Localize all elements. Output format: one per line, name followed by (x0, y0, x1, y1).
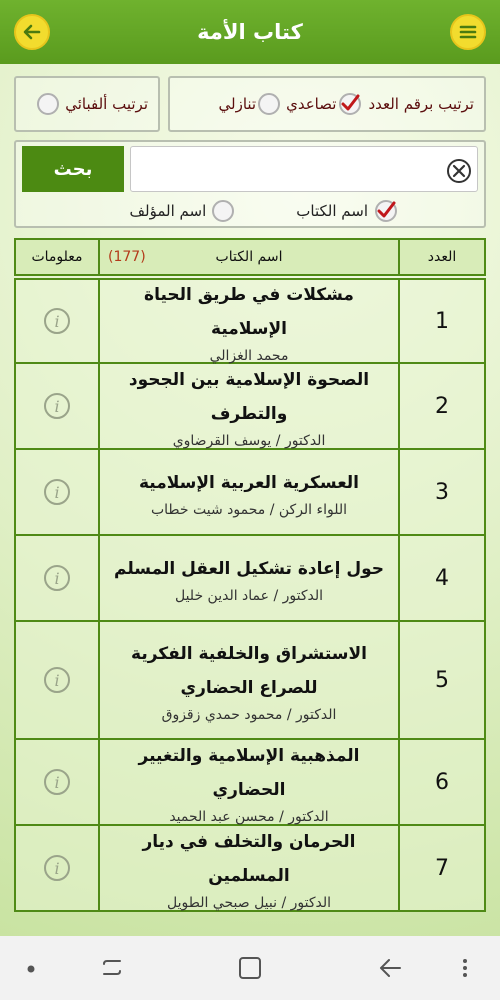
row-number: 7 (398, 826, 484, 910)
column-name-header (98, 240, 398, 274)
svg-text:i: i (54, 397, 60, 416)
row-book-cell (98, 364, 398, 448)
row-number: 1 (398, 280, 484, 362)
info-icon[interactable] (43, 854, 71, 882)
main-panel (0, 64, 500, 936)
checkmark-checked-icon (374, 199, 398, 223)
row-book-cell (98, 740, 398, 824)
ascending-label: تصاعدي (286, 95, 337, 113)
radio-unchecked-icon (37, 93, 59, 115)
book-author: الدكتور / نبيل صبحي الطويل (166, 895, 332, 911)
info-icon[interactable] (43, 768, 71, 796)
more-options-icon[interactable] (458, 954, 472, 982)
book-title: حول إعادة تشكيل العقل المسلم (114, 559, 384, 579)
row-number: 6 (398, 740, 484, 824)
info-icon[interactable] (43, 666, 71, 694)
book-title: الصحوة الإسلامية بين الجحود والتطرف (128, 370, 370, 424)
dot-icon[interactable] (26, 964, 36, 974)
search-input[interactable] (130, 146, 478, 192)
info-icon[interactable] (43, 307, 71, 335)
sort-alphabetical-box[interactable] (14, 76, 160, 132)
info-icon[interactable] (43, 478, 71, 506)
sort-by-number-label: ترتيب برقم العدد (368, 95, 474, 113)
row-book-cell (98, 280, 398, 362)
info-icon[interactable] (43, 392, 71, 420)
ascending-option[interactable] (286, 92, 362, 116)
row-book-cell (98, 536, 398, 620)
info-cell[interactable] (16, 622, 98, 738)
row-book-cell (98, 826, 398, 910)
table-header (14, 238, 486, 276)
hamburger-menu-icon (458, 22, 478, 42)
descending-option[interactable] (219, 93, 281, 115)
book-title: العسكرية العربية الإسلامية (139, 473, 359, 493)
table-row[interactable] (14, 622, 486, 740)
svg-text:i: i (54, 569, 60, 588)
alphabetical-option[interactable] (37, 93, 150, 115)
svg-text:i: i (54, 483, 60, 502)
back-arrow-icon (21, 21, 43, 43)
book-list (14, 278, 486, 912)
sort-by-number-option[interactable] (368, 95, 476, 113)
book-author: الدكتور / عماد الدين خليل (174, 588, 324, 604)
info-cell[interactable] (16, 364, 98, 448)
table-row[interactable] (14, 364, 486, 450)
row-book-cell (98, 450, 398, 534)
book-title: الحرمان والتخلف في ديار المسلمين (142, 832, 356, 886)
book-author: محمد الغزالي (209, 348, 289, 364)
search-button[interactable]: بحث (22, 146, 124, 192)
row-number: 5 (398, 622, 484, 738)
alphabetical-label: ترتيب ألفبائي (65, 95, 148, 113)
radio-unchecked-icon (212, 200, 234, 222)
system-navigation-bar (0, 936, 500, 1000)
book-count-badge: (177) (108, 249, 146, 265)
column-name-label: اسم الكتاب (215, 249, 283, 265)
book-title: مشكلات في طريق الحياة الإسلامية (144, 285, 354, 339)
svg-text:i: i (54, 859, 60, 878)
svg-text:i: i (54, 671, 60, 690)
book-title: المذهبية الإسلامية والتغيير الحضاري (138, 746, 360, 800)
info-cell[interactable] (16, 826, 98, 910)
info-cell[interactable] (16, 280, 98, 362)
author-label: اسم المؤلف (129, 202, 207, 220)
row-book-cell (98, 622, 398, 738)
search-box (14, 140, 486, 228)
info-icon[interactable] (43, 564, 71, 592)
svg-text:i: i (54, 773, 60, 792)
app-header (0, 0, 500, 64)
row-number: 2 (398, 364, 484, 448)
info-cell[interactable] (16, 450, 98, 534)
recent-apps-icon[interactable] (98, 954, 126, 982)
back-button[interactable] (14, 14, 50, 50)
row-number: 3 (398, 450, 484, 534)
search-type-options (16, 196, 484, 226)
clear-x-icon[interactable] (445, 157, 473, 185)
search-by-book-name-option[interactable] (296, 199, 398, 223)
radio-unchecked-icon (258, 93, 280, 115)
back-icon[interactable] (376, 954, 404, 982)
home-icon[interactable] (236, 954, 264, 982)
book-name-label: اسم الكتاب (296, 202, 368, 220)
info-cell[interactable] (16, 740, 98, 824)
book-author: الدكتور / محسن عبد الحميد (169, 809, 329, 825)
table-row[interactable] (14, 278, 486, 364)
sort-by-number-box (168, 76, 486, 132)
book-title: الاستشراق والخلفية الفكرية للصراع الحضاري (131, 644, 367, 698)
book-author: اللواء الركن / محمود شيت خطاب (150, 502, 348, 518)
book-author: الدكتور / يوسف القرضاوي (172, 433, 326, 449)
menu-button[interactable] (450, 14, 486, 50)
table-row[interactable] (14, 826, 486, 912)
table-row[interactable] (14, 536, 486, 622)
book-author: الدكتور / محمود حمدي زقزوق (161, 707, 337, 723)
info-cell[interactable] (16, 536, 98, 620)
descending-label: تنازلي (218, 95, 257, 113)
table-row[interactable] (14, 450, 486, 536)
svg-text:i: i (54, 312, 60, 331)
column-info-header: معلومات (31, 249, 83, 265)
search-by-author-option[interactable] (130, 200, 235, 222)
checkmark-checked-icon (338, 92, 362, 116)
column-number-header: العدد (398, 240, 484, 274)
table-row[interactable] (14, 740, 486, 826)
row-number: 4 (398, 536, 484, 620)
page-title: كتاب الأمة (197, 20, 303, 44)
